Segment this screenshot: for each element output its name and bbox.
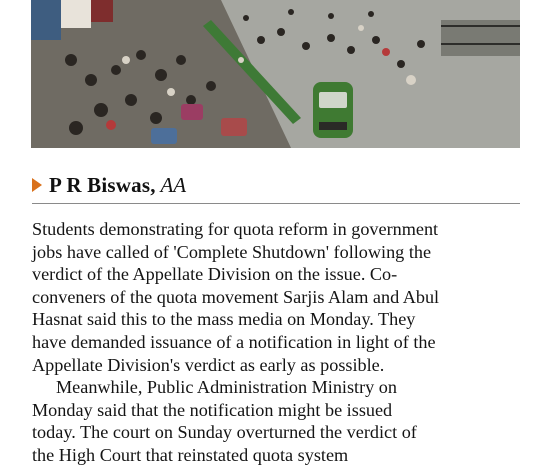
article-line: jobs have called of 'Complete Shutdown' following the <box>32 241 432 262</box>
street-protest-photo <box>31 0 520 148</box>
byline-author: P R Biswas <box>49 172 151 197</box>
article-line: Monday said that the notification might be issued <box>32 399 393 420</box>
article-paragraph-2 <box>32 376 520 466</box>
triangle-bullet-icon <box>32 178 42 192</box>
article-line: conveners of the quota movement Sarjis Alam and Abul <box>32 286 440 307</box>
article-line: today. The court on Sunday overturned the verdict of <box>32 422 417 443</box>
article-line: the High Court that reinstated quota system <box>32 444 349 465</box>
article-line: Appellate Division's verdict as early as possible. <box>32 354 385 375</box>
article-line: Meanwhile, Public Administration Ministry on <box>56 377 397 398</box>
byline <box>32 172 186 198</box>
byline-divider <box>32 203 520 204</box>
article-line: Students demonstrating for quota reform in government <box>32 219 439 239</box>
byline-organization: AA <box>160 172 187 197</box>
article-body <box>32 218 520 467</box>
article-line: verdict of the Appellate Division on the issue. Co- <box>32 264 398 285</box>
photo-illustration <box>31 0 520 148</box>
article-paragraph-1 <box>32 218 520 376</box>
byline-separator: , <box>150 172 156 197</box>
article-line: Hasnat said this to the mass media on Monday. They <box>32 309 416 330</box>
article-line: have demanded issuance of a notification in light of the <box>32 331 436 352</box>
